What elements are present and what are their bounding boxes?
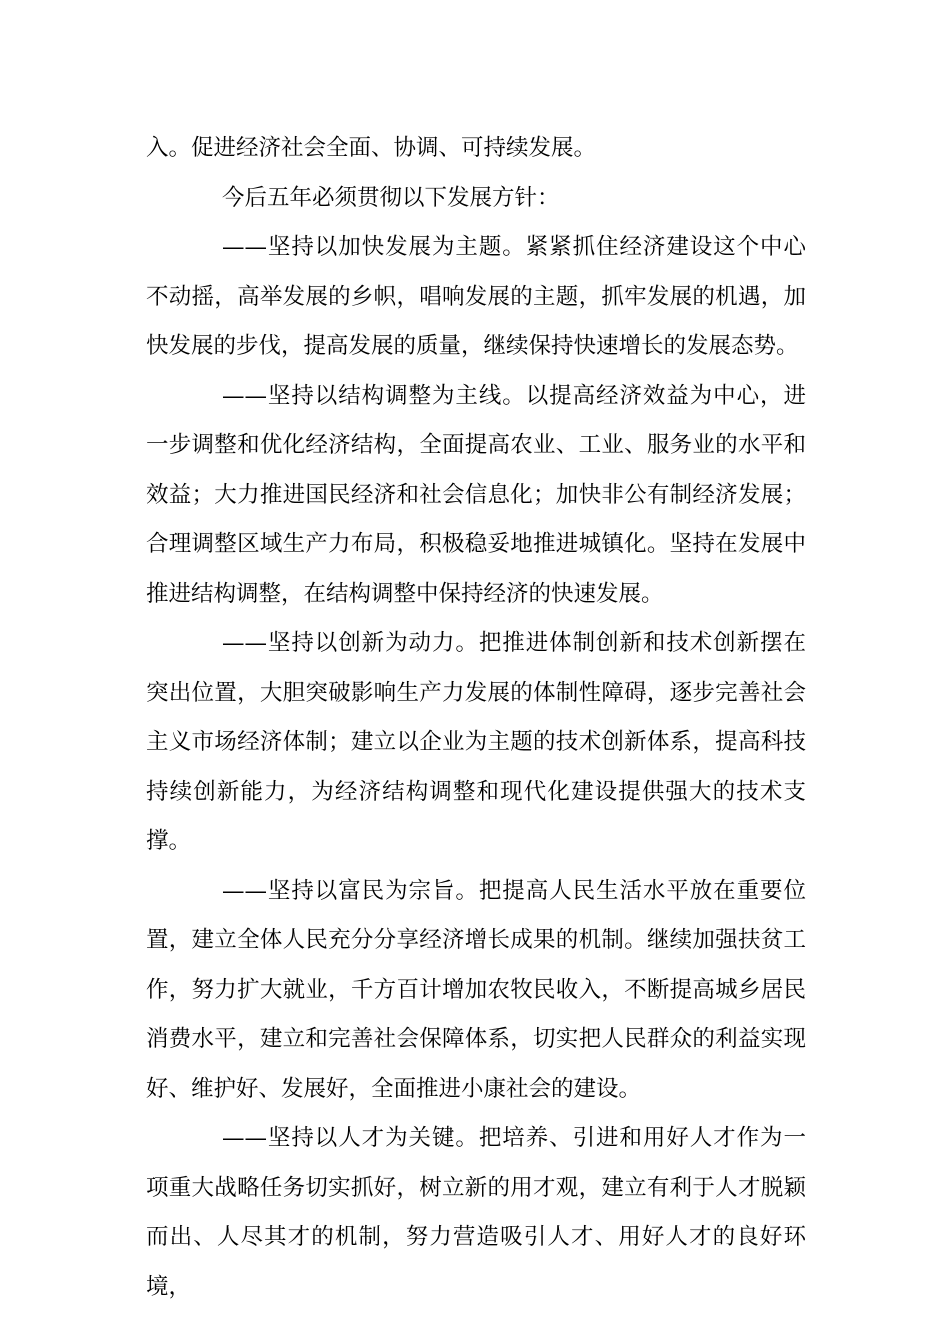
paragraph-talent: ——坚持以人才为关键。把培养、引进和用好人才作为一项重大战略任务切实抓好，树立新的用才观，建立有利于人才脱颖而出、人尽其才的机制，努力营造吸引人才、用好人才的良好环境，: [146, 1125, 806, 1300]
paragraph-enriching-people: ——坚持以富民为宗旨。把提高人民生活水平放在重要位置，建立全体人民充分分享经济增长成果的机制。继续加强扶贫工作，努力扩大就业，千方百计增加农牧民收入，不断提高城乡居民消费水平，建立和完善社会保障体系，切实把人民群众的利益实现好、维护好、发展好，全面推进小康社会的建设。: [146, 877, 806, 1102]
paragraph-innovation: ——坚持以创新为动力。把推进体制创新和技术创新摆在突出位置，大胆突破影响生产力发展的体制性障碍，逐步完善社会主义市场经济体制；建立以企业为主题的技术创新体系，提高科技持续创新能力，为经济结构调整和现代化建设提供强大的技术支撑。: [146, 630, 806, 854]
paragraph-intro: 今后五年必须贯彻以下发展方针：: [222, 184, 560, 211]
document-body: [146, 124, 806, 1312]
paragraph-development-theme: ——坚持以加快发展为主题。紧紧抓住经济建设这个中心不动摇，高举发展的乡帜，唱响发展的主题，抓牢发展的机遇，加快发展的步伐，提高发展的质量，继续保持快速增长的发展态势。: [146, 234, 806, 359]
paragraph-structural-adjustment: ——坚持以结构调整为主线。以提高经济效益为中心，进一步调整和优化经济结构，全面提高农业、工业、服务业的水平和效益；大力推进国民经济和社会信息化；加快非公有制经济发展；合理调整区域生产力布局，积极稳妥地推进城镇化。坚持在发展中推进结构调整，在结构调整中保持经济的快速发展。: [146, 382, 806, 607]
paragraph-continuation: 入。促进经济社会全面、协调、可持续发展。: [146, 135, 597, 161]
